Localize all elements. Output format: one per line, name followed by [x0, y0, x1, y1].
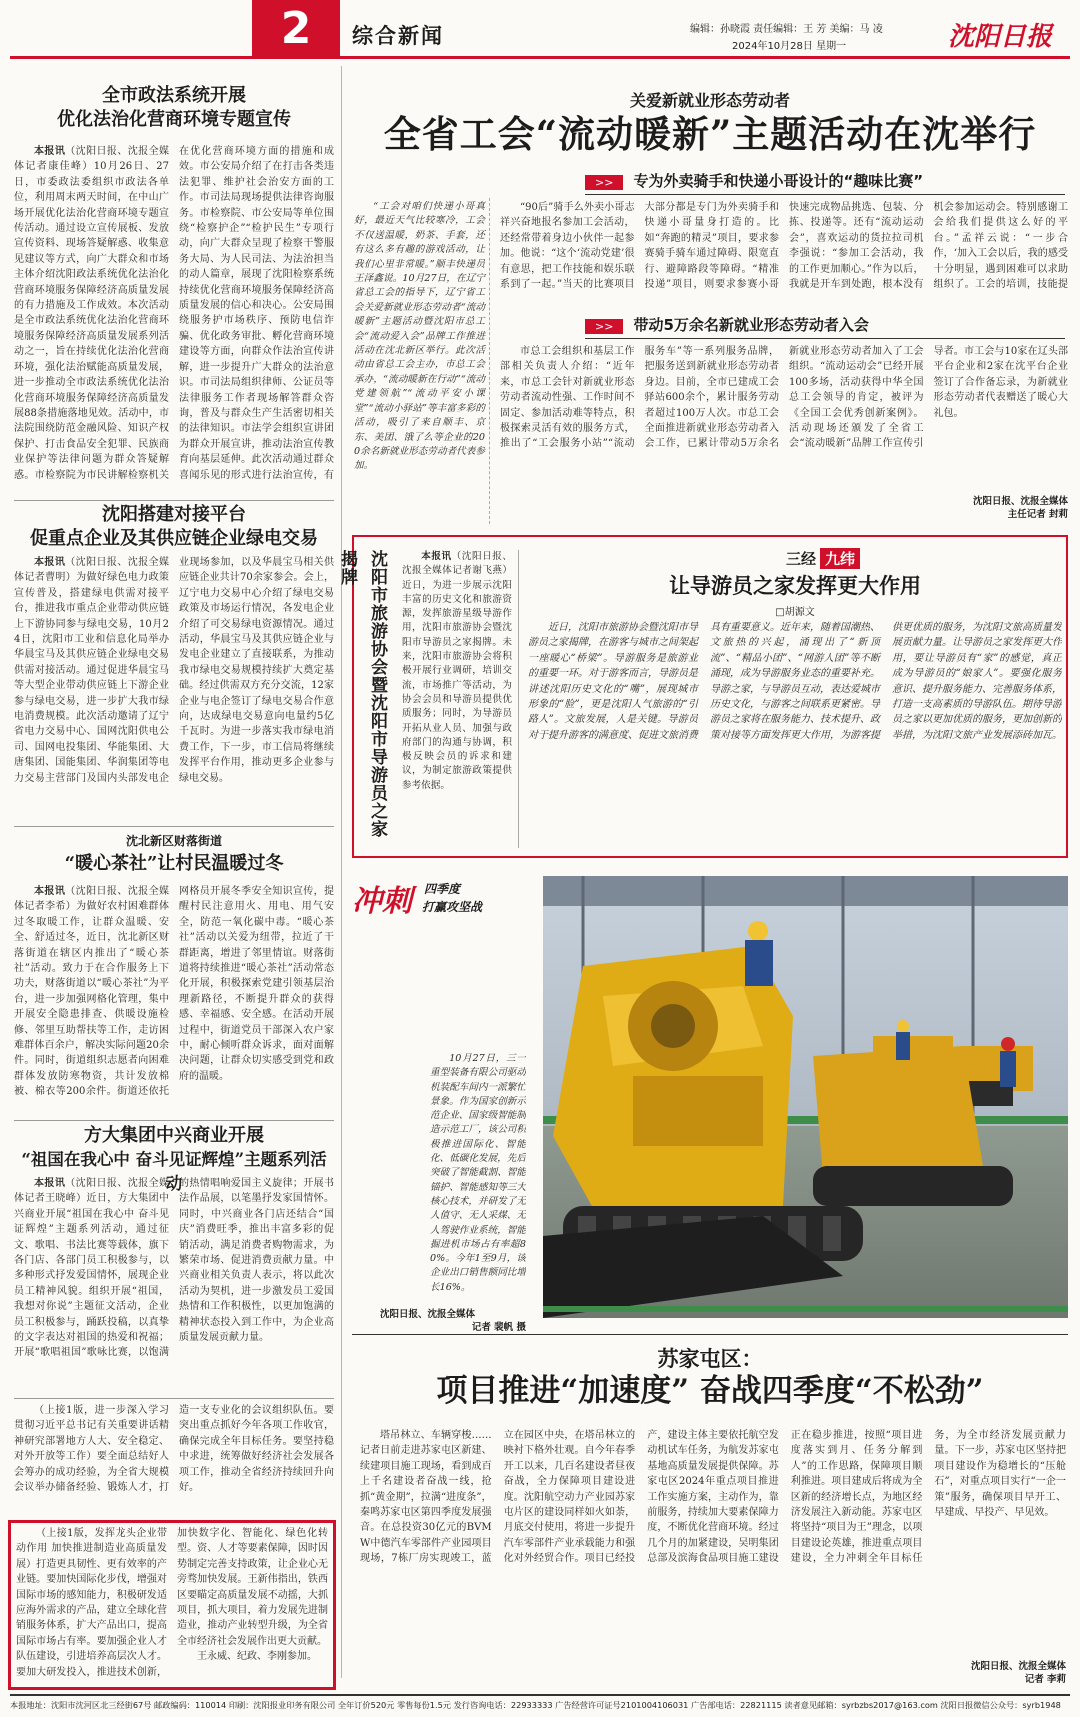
masthead-rule: [10, 56, 1070, 59]
subhead-rule: [585, 338, 1065, 339]
main-body-part2: [500, 344, 1068, 492]
date-line: 2024年10月28日 星期一: [732, 41, 847, 52]
article-lead: 本报讯: [34, 886, 66, 897]
article-green-power: [14, 503, 334, 551]
caption-text: 10月27日，三一重型装备有限公司驱动机装配车间内一派繁忙景象。作为国家创新示范企业、国家级智能制造示范工厂，该公司积极推进国际化、智能化、低碳化发展，先后突破了智能截割、智能锚护、智能感知等三大核心技术，并研发了无人值守、无人采煤、无人驾驶作业系统，智能掘进机市场占有率超80%。今年1至9月，该企业出口销售额同比增长16%。: [430, 1053, 526, 1293]
main-kicker: 关爱新就业形态劳动者: [629, 91, 790, 110]
divider: [352, 1334, 1068, 1335]
factory-photo: [543, 876, 1068, 1318]
article-text: “90后”骑手么外卖小哥志祥兴奋地报名参加工会活动，还经常带着身边小伙伴一起参加。他说：“这个‘流动党建’很有意思，把工作技能和娱乐联系到了一起。”当天的比赛项目大部分都是专门为外卖骑手和快递小哥量身打造的。比如“奔跑的精灵”项目，要求参赛骑手骑车通过障碍、限宽直行、避障路段等障碍。“精准投递”项目，则要求参赛小哥快速完成物品挑选、包装、分拣、投递等。还有“流动运动会”，喜欢运动的货拉拉司机李强说：“参加工会活动，我的工作更加顺心。”作为以后，我就是开车到处跑，根本没有机会参加运动会。特别感谢工会给我们提供这么好的平台。”孟祥云说：“一步合作，‘加入工会以后，我的感受十分明显，遇到困难可以求助组织了。工会的培训，技能提: [500, 202, 1068, 291]
byline-line2: 记者 李莉: [1024, 1674, 1066, 1685]
page-number: 2: [280, 3, 312, 54]
article-text: （上接1版，发挥龙头企业带动作用 加快推进制造业高质量发展）打造更具韧性、更有效率的产业链。要加快国际化步伐，增强对国际市场的感知能力，积极研发适应海外需求的产品，建立全球化营销服务体系，扩大产品出口，提高国际市场占有率。要加强企业人才队伍建设，引进培养高层次人才。要加大研发投入，推进技术创新，加快数字化、智能化、绿色化转型。资、人才等要素保障，因时因势制定完善支持政策，让企业心无旁骛加快发展。王新伟指出，铁西区要瞄定高质量发展不动摇，大抓项目，抓大项目，着力发展先进制造业，推动产业转型升级，为全省全市经济社会发展作出更大贡献。: [16, 1528, 328, 1678]
article-headline-line1: 全市政法系统开展: [102, 85, 246, 106]
article-text: （沈阳日报、沈报全媒体记者康佳峰）10月26日、27日，市委政法委组织市政法各单位，利用周末两天时间，在中山广场开展优化法治化营商环境专题宣传活动。通过设立宣传展板、发放宣传资料、现场答疑解惑、收集意见建议等方式，向广大群众和市场主体介绍沈阳政法系统优化法治化营商环境服务保障经济高质量发展的有力措施及工作成效。本次活动是全市政法系统优化法治化营商环境服务保障经济高质量发展系列活动之一，旨在持续优化法治化营商环境，强化法治赋能高质量发展，进一步推动全市政法系统优化法治化营商环境服务保障经济高质量发展88条措施落地见效。活动中，市法院围绕防范金融风险、知识产权保护、打击食品安全犯罪、民族商业保护等法律问题为群众答疑解惑。市检察院为市民讲解检察机关在优化营商环境方面的措施和成效。市公安局介绍了在打击各类违法犯罪、维护社会治安方面的工作。市司法局现场提供法律咨询服务。市检察院、市公安局等单位围绕“检察护企”“检护民生”专项行动，向广大群众呈现了检察干警服务大局、为人民司法、为法治担当的动人篇章，展现了沈阳检察系统持续优化营商环境服务保障经济高质量发展的信心和决心。公安局围绕服务护市场秩序、预防电信诈骗、优化政务审批、孵化营商环境建设等方面，向群众作法治宣传讲解，进一步提升广大群众的法治意识。市司法局组织律师、公证员等法律服务工作者现场解答群众咨询，普及与群众生产生活密切相关的法律知识。市法学会组织宣讲团为群众开展宣讲，推动法治宣传教育向基层延伸。此次活动通过群众喜闻乐见的形式进行法治宣传，有: [14, 146, 334, 481]
sujiatun-body: [360, 1428, 1066, 1660]
article-text: （沈阳日报、沈报全媒体记者曹明）为做好绿色电力政策宣传普及，搭建绿电供需对接平台，推进我市重点企业带动供应链上下游协同参与绿电交易，10月24日，沈阳市工业和信息化局举办华晨宝马及其供应链企业绿电交易供需对接活动。通过促进华晨宝马等大型企业带动供应链上下游企业参与绿电交易，进一步扩大我市绿电消费规模。此次活动邀请了辽宁省电力交易中心、国网沈阳供电公司、国网电投集团、华能集团、大唐集团、国能集团、华润集团等电力交易主营部门及国内头部发电企业现场参加，以及华晨宝马相关供应链企业共计70余家参会。会上，辽宁电力交易中心介绍了绿电交易政策及市场运行情况，各发电企业介绍了可交易绿电资源情况。通过活动，华晨宝马及其供应链企业与发电企业建立了直接联系，为推动我市绿电交易规模持续扩大奠定基础。经过供需双方充分交流，12家企业与电企签订了绿电交易合作意向，达成绿电交易意向电量约5亿千瓦时。为进一步落实我市绿电消费工作，下一步，市工信局将继续发挥平台作用，推动更多企业参与绿电交易。: [14, 557, 334, 784]
subhead-text: 专为外卖骑手和快递小哥设计的“趣味比赛”: [633, 172, 924, 190]
main-body-part1: [500, 200, 1068, 300]
arrow-tag-icon: >>: [585, 175, 623, 190]
sujiatun-headline: 项目推进“加速度” 奋战四季度“不松劲”: [436, 1373, 984, 1409]
column-logo-part1: 三经: [786, 550, 817, 568]
tourism-divider: [518, 550, 519, 848]
article-body: [14, 884, 334, 1118]
photo-credit: [380, 1308, 526, 1334]
article-text: （沈阳日报、沈报全媒体记者王晓峰）近日，方大集团中兴商业开展“祖国在我心中 奋斗见证辉煌”主题系列活动，通过征文、歌唱、书法比赛等载体，旗下各门店、各部门员工积极参与，以多种形式抒发爱国情怀，展现企业员工精神风貌。组织开展“祖国，我想对你说”主题征文活动，企业员工积极参与，踊跃投稿，以真挚的文字表达对祖国的热爱和祝福；开展“歌唱祖国”歌咏比赛，以饱满的热情唱响爱国主义旋律；开展书法作品展，以笔墨抒发家国情怀。同时，中兴商业各门店还结合“国庆”消费旺季，推出丰富多彩的促销活动，满足消费者购物需求，为繁荣市场、促进消费贡献力量。中兴商业相关负责人表示，将以此次活动为契机，进一步激发员工爱国热情和工作积极性，以更加饱满的精神状态投入到工作中，为企业高质量发展贡献力量。: [14, 1178, 334, 1359]
byline: [900, 1660, 1066, 1686]
byline-line1: 沈阳日报、沈报全媒体: [970, 1661, 1066, 1672]
footer-rule: [10, 1694, 1070, 1696]
article-lead: 本报讯: [34, 1178, 66, 1189]
article-headline: “暖心茶社”让村民温暖过冬: [64, 853, 284, 874]
footer-info: 本报地址：沈阳市沈河区北三经街67号 邮政编码：110014 印刷：沈阳报业印务有限公司 全年订价520元 零售每份1.5元 发行咨询电话：22933333 广告经营许可证号2101004106031 广告部电话：22821115 读者意见邮箱：syrbzbs2017@163.com 沈阳日报微信公众号：syrb1948: [10, 1700, 1061, 1710]
sujiatun-kicker: 苏家屯区：: [657, 1346, 763, 1371]
sprint-badge-sub2: 打赢攻坚战: [422, 900, 483, 914]
intro-box: [350, 198, 490, 524]
sprint-badge-sub1: 四季度: [424, 882, 461, 896]
article-text: 近日，沈阳市旅游协会暨沈阳市导游员之家揭牌，在游客与城市之间架起一座暖心“桥梁”。导游服务是旅游业的重要一环。对于游客而言，导游员是讲述沈阳历史文化的“嘴”，展现城市形象的“脸”，更是沈阳人气旅游的“引路人”。文旅发展，人是关键。导游员对于提升游客的满意度、促进文旅消费具有重要意义。近年来，随着国潮热、文旅热的兴起，涌现出了“新顶流”、“精品小团”、“网游人团”等不断涌现，成为导游服务业态的重要补充。导游之家，与导游员互动，表达爱城市历史文化，与游客之间联系更紧密。导游员之家将在服务能力、技术提升、政策对接等方面发挥更大作用，为游客提供更优质的服务，为沈阳文旅高质量发展贡献力量。让导游员之家发挥更大作用，要让导游员有“家”的感觉，真正成为导游员的“娘家人”。要强化服务意识、提升服务能力、完善服务体系，打造一支高素质的导游队伍。期待导游员之家以更加优质的服务，更加创新的举措，为沈阳文旅产业发展添砖加瓦。: [528, 622, 1062, 741]
credit-line1: 沈阳日报、沈报全媒体: [380, 1309, 476, 1320]
article-lead: 本报讯: [421, 551, 452, 562]
article-headline-line1: 沈阳搭建对接平台: [102, 504, 246, 525]
article-headline-line2: 促重点企业及其供应链企业绿电交易: [30, 528, 318, 549]
arrow-tag-icon: >>: [585, 319, 623, 334]
column-divider: [341, 66, 342, 1678]
subhead-row-2: [585, 314, 1065, 335]
newspaper-logo: 沈阳日报: [948, 22, 1053, 52]
column-headline: 让导游员之家发挥更大作用: [669, 573, 921, 598]
article-headline-line2: 优化法治化营商环境专题宣传: [57, 109, 291, 130]
tourism-vertical-title: 沈阳市旅游协会暨沈阳市导游员之家揭牌: [337, 550, 387, 838]
column-logo-part2: 九纬: [820, 548, 860, 569]
article-lead: 本报讯: [34, 146, 66, 157]
editor-line: 编辑：孙晓霞 责任编辑：王 芳 美编：马 凌: [690, 24, 883, 35]
page-number-box: [252, 0, 340, 58]
column-logo: [782, 548, 860, 569]
article-kicker: 沈北新区财落街道: [125, 834, 222, 848]
subhead-text: 带动5万余名新就业形态劳动者入会: [633, 316, 869, 334]
byline: [800, 495, 1068, 521]
divider: [14, 1120, 334, 1121]
article-headline-line1: 方大集团中兴商业开展: [84, 1125, 264, 1146]
article-legal-promotion: [14, 84, 334, 132]
photo-caption: [430, 1052, 526, 1302]
sprint-badge-main: 冲刺: [352, 884, 412, 919]
divider: [14, 826, 334, 827]
article-text: （上接1版，进一步深入学习贯彻习近平总书记有关重要讲话精神研究部署地方人大、安全稳定、对外开放等工作）要全面总结好人会筹办的成功经验，为全省大规模会议举办储备经验、锻炼人才，打造一支专业化的会议组织队伍。要突出重点抓好今年各项工作收官，确保完成全年目标任务。要坚持稳中求进，统筹做好经济社会发展各项工作，推动全省经济持续回升向好。: [14, 1405, 334, 1494]
subhead-rule: [585, 194, 1065, 195]
article-body: [14, 144, 334, 498]
credit-line2: 记者 裴帆 摄: [471, 1322, 526, 1333]
intro-text: “工会对咱们快递小哥真好，最近天气比较寒冷，工会不仅送温暖，奶茶、手套，还有这么多有趣的游戏活动，让我们心里非常暖。”顺丰快递员王泽鑫说。10月27日，在辽宁省总工会的指导下，辽宁省工会关爱新就业形态劳动者“流动暖新”主题活动暨沈阳市总工会“流动爱入会”品牌工作推进活动在沈北新区举行。此次活动由省总工会主办，市总工会承办，“流动暖新在行动”“流动党建领航”“流动平安小课堂”“流动小驿站”等丰富多彩的活动，吸引了来自顺丰、京东、美团、饿了么等企业的200余名新就业形态劳动者代表参加。: [354, 201, 485, 472]
continued-article-body: [14, 1403, 334, 1515]
article-text: （沈阳日报、沈报全媒体记者李希）为做好农村困难群体过冬取暖工作，让群众温暖、安全、舒适过冬，近日，沈北新区财落街道在辖区内推出了“暖心茶社”活动。致力于在合作服务上下功夫，财落街道以“暖心茶社”为平台，进一步加强网格化管理，集中开展安全隐患排查、供暖设施检修、邻里互助帮扶等工作，走访困难群体百余户，解决实际问题20余件。同时，街道组织志愿者向困难群体发放防寒物资，共计发放棉被、棉衣等200余件。街道还依托网格员开展冬季安全知识宣传，提醒村民注意用火、用电、用气安全，防范一氧化碳中毒。“暖心茶社”活动以关爱为纽带，拉近了干群距离，增进了邻里情谊。财落街道将持续推进“暖心茶社”活动常态化开展，积极探索党建引领基层治理新路径，不断提升群众的获得感、幸福感、安全感。在活动开展过程中，街道党员干部深入农户家中，耐心倾听群众诉求，面对面解决问题，让群众切实感受到党和政府的温暖。: [14, 886, 334, 1098]
main-headline: 全省工会“流动暖新”主题活动在沈举行: [383, 112, 1037, 156]
byline-line2: 主任记者 封莉: [1007, 509, 1068, 520]
article-signoff: 王永威、纪政、李刚参加。: [197, 1651, 317, 1663]
divider: [14, 500, 334, 501]
divider: [14, 1398, 334, 1399]
tourism-news-body: [402, 550, 512, 850]
column-author: □胡源文: [775, 607, 815, 618]
article-text: 市总工会组织和基层工作部相关负责人介绍：“近年来，市总工会针对新就业形态劳动者流动性强、工作时间不固定、参加活动难等特点，积极探索灵活有效的服务方式，推出了“工会服务小站”“流动服务车”等一系列服务品牌，把服务送到新就业形态劳动者身边。目前，全市已建成工会驿站600余个，累计服务劳动者超过100万人次。市总工会全面推进新就业形态劳动者入会工作，已累计带动5万余名新就业形态劳动者加入了工会组织。“流动运动会”已经开展100多场，活动获得中华全国总工会领导的肯定，被评为《全国工会优秀创新案例》。活动现场还颁发了全省工会“流动暖新”品牌工作宣传引导者。市工会与10家在辽头部平台企业和2家在沈平台企业签订了合作备忘录，为新就业形态劳动者代表赠送了暖心大礼包。: [500, 346, 1068, 450]
continued-article-body: [16, 1526, 328, 1684]
article-body: [14, 555, 334, 823]
article-text: 塔吊林立、车辆穿梭……记者日前走进苏家屯区新建、续建项目施工现场，看到成百上千名建设者奋战一线，抢抓“黄金期”，拉满“进度条”，秦鸣苏家屯区第四季度发展强音。在总投资30亿元的BVMW中德汽车零部件产业园项目现场，7栋厂房实现竣工，蓝立在园区中央，在塔吊林立的映衬下格外壮观。自今年春季开工以来，几百名建设者昼夜奋战，全力保障项目建设进度。沈阳航空动力产业园苏家屯片区的建设同样如火如荼，月底交付使用，将进一步提升汽车零部件产业承载能力和强化对外经贸合作。项目已经投产，建设主体主要依托航空发动机试车任务，为航发苏家屯基地高质量发展提供保障。苏家屯区2024年重点项目推进工作实施方案，主动作为，靠前服务，持续加大要素保障力度，不断优化营商环境。经过几个月的加紧建设，吴明集团总部及滨海食品项目施工建设正在稳步推进，按照“项目进度落实到月、任务分解到人”的工作思路，保障项目顺利推进。项目建成后将成为全区新的经济增长点，为地区经济发展注入新动能。苏家屯区将坚持“项目为王”理念，以项目建设论英雄，推进重点项目建设，全力冲刺全年目标任务，为全市经济发展贡献力量。下一步，苏家屯区坚持把项目建设作为稳增长的“压舱石”，对重点项目实行“一企一策”服务，确保项目早开工、早建成、早投产、早见效。: [360, 1430, 1066, 1565]
subhead-row-1: [585, 170, 1065, 191]
section-title: 综合新闻: [352, 24, 444, 48]
byline-line1: 沈阳日报、沈报全媒体: [972, 496, 1068, 507]
sprint-badge: [352, 876, 492, 936]
article-body: [14, 1176, 334, 1396]
article-lead: 本报讯: [34, 557, 66, 568]
column-body: [528, 620, 1062, 850]
article-text: （沈阳日报、沈报全媒体记者谢飞燕）近日，为进一步展示沈阳丰富的历史文化和旅游资源，发挥旅游星级导游作用，沈阳市旅游协会暨沈阳市导游员之家揭牌。未来，沈阳市旅游协会将积极开展行业调研，培训交流，市场推广等活动，为协会会员和导游员提供优质服务；同时，为导游员开拓从业人员、加强与政府部门的沟通与协调，积极反映会员的诉求和建议，为制定旅游政策提供参考依据。: [402, 551, 512, 791]
article-headline-line2: “祖国在我心中 奋斗见证辉煌”主题系列活动: [21, 1150, 327, 1193]
